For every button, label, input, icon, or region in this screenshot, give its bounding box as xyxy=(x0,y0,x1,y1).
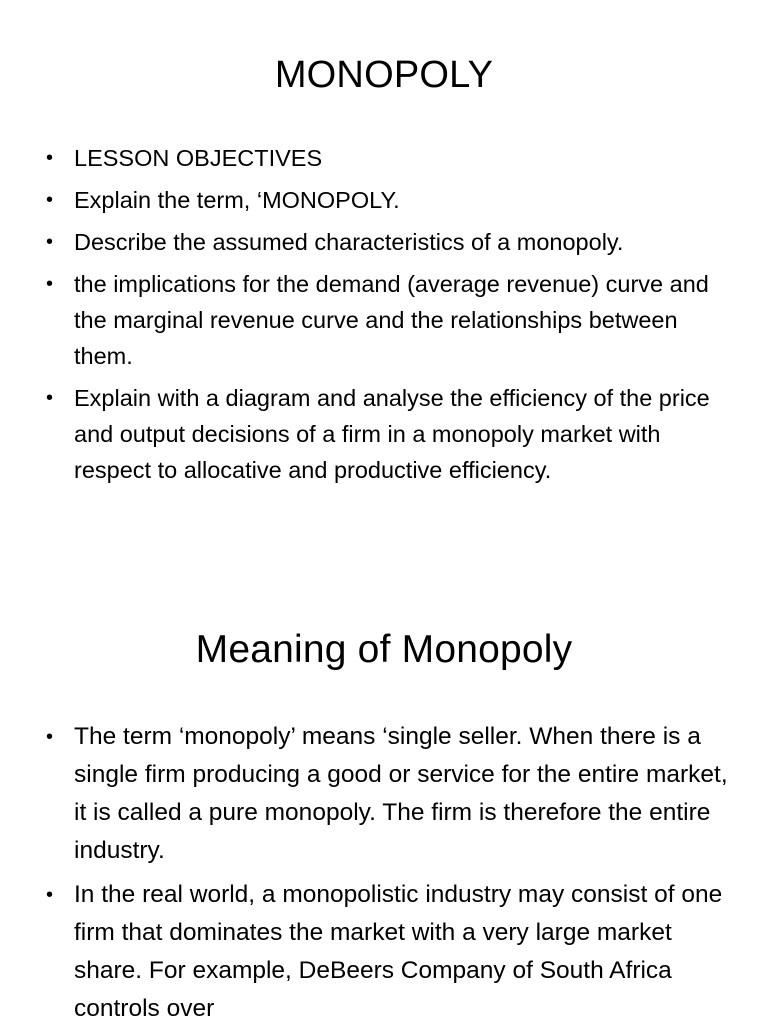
bullet-text: LESSON OBJECTIVES xyxy=(74,145,323,171)
bullet-text: the implications for the demand (average revenue) curve and the marginal revenue curve and the relationships between them. xyxy=(74,271,709,369)
bullet-icon: • xyxy=(46,387,54,409)
bullet-icon: • xyxy=(46,726,54,748)
list-item xyxy=(40,876,740,1028)
bullet-icon: • xyxy=(46,147,54,169)
bullet-icon: • xyxy=(46,189,54,211)
list-item xyxy=(40,140,740,176)
slide-title: MONOPOLY xyxy=(274,54,494,96)
list-item xyxy=(40,224,740,260)
bullet-text: Explain the term, ‘MONOPOLY. xyxy=(74,187,400,213)
slide-title: Meaning of Monopoly xyxy=(195,628,573,671)
bullet-icon: • xyxy=(46,273,54,295)
list-item xyxy=(40,182,740,218)
bullet-list xyxy=(40,718,740,1034)
list-item xyxy=(40,266,740,374)
list-item xyxy=(40,380,740,488)
bullet-text: Describe the assumed characteristics of a monopoly. xyxy=(74,229,624,255)
bullet-icon: • xyxy=(46,231,54,253)
bullet-icon: • xyxy=(46,884,54,906)
list-item xyxy=(40,718,740,870)
bullet-text: Explain with a diagram and analyse the efficiency of the price and output decisions of a firm in a monopoly market with respect to allocative and productive efficiency. xyxy=(74,385,710,483)
bullet-text: In the real world, a monopolistic industry may consist of one firm that dominates the market with a very large market share. For example, DeBeers Company of South Africa controls over xyxy=(74,881,723,1022)
slide-meaning xyxy=(0,590,768,1024)
bullet-text: The term ‘monopoly’ means ‘single seller. When there is a single firm producing a good or service for the entire market, it is called a pure monopoly. The firm is therefore the entire industry. xyxy=(74,723,728,864)
bullet-list xyxy=(40,140,740,494)
